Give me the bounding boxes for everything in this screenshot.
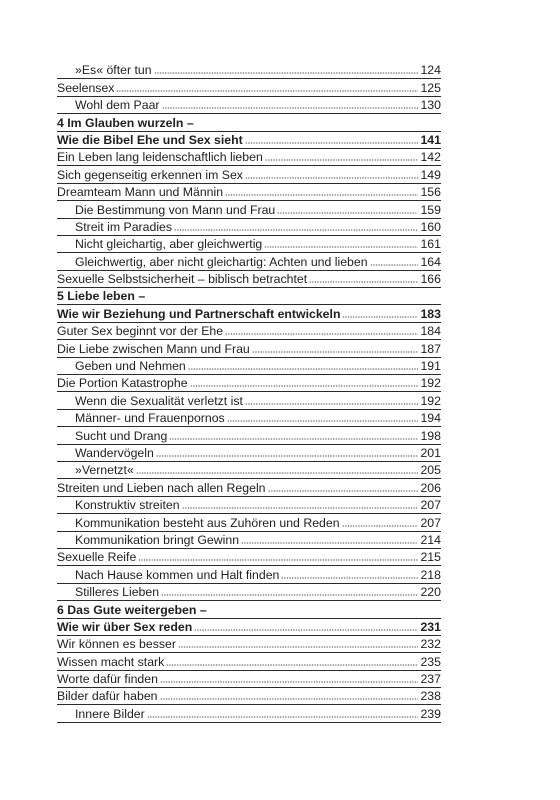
dot-leader xyxy=(166,663,418,667)
toc-entry xyxy=(57,62,441,79)
dot-leader xyxy=(277,211,418,215)
toc-entry-page-number: 183 xyxy=(420,306,441,321)
toc-entry xyxy=(57,236,441,253)
toc-entry-page-number: 201 xyxy=(420,445,441,460)
dot-leader xyxy=(227,419,419,423)
chapter-title-entry xyxy=(57,305,441,322)
dot-leader xyxy=(162,106,419,110)
toc-entry-title: Guter Sex beginnt vor der Ehe xyxy=(57,324,224,339)
toc-entry-title: Sucht und Drang xyxy=(75,428,168,443)
toc-entry-page-number: 237 xyxy=(420,672,441,687)
toc-entry xyxy=(57,375,441,392)
toc-entry-title: Wohl dem Paar xyxy=(75,98,160,113)
toc-entry-page-number: 220 xyxy=(420,585,441,600)
dot-leader xyxy=(161,593,418,597)
dot-leader xyxy=(160,680,419,684)
toc-entry-page-number: 239 xyxy=(420,706,441,721)
toc-entry xyxy=(57,323,441,340)
dot-leader xyxy=(245,141,419,145)
toc-entry-title: Dreamteam Mann und Männin xyxy=(57,185,224,200)
toc-entry xyxy=(57,549,441,566)
toc-entry-page-number: 207 xyxy=(420,498,441,513)
toc-entry xyxy=(57,271,441,288)
dot-leader xyxy=(370,263,419,267)
toc-entry-title: Seelensex xyxy=(57,80,115,95)
toc-entry-page-number: 160 xyxy=(420,219,441,234)
toc-entry-page-number: 142 xyxy=(420,150,441,165)
dot-leader xyxy=(156,454,419,458)
dot-leader xyxy=(174,228,418,232)
toc-entry xyxy=(57,688,441,705)
toc-entry-title: Die Portion Katastrophe xyxy=(57,376,188,391)
toc-entry-page-number: 206 xyxy=(420,480,441,495)
toc-entry-page-number: 124 xyxy=(420,63,441,78)
dot-leader xyxy=(265,158,419,162)
toc-entry xyxy=(57,410,441,427)
toc-entry-title: Wie wir über Sex reden xyxy=(57,619,193,634)
toc-entry-page-number: 232 xyxy=(420,637,441,652)
toc-entry-title: Wissen macht stark xyxy=(57,654,165,669)
dot-leader xyxy=(160,697,419,701)
dot-leader xyxy=(190,384,419,388)
chapter-heading xyxy=(57,601,441,618)
toc-entry-page-number: 156 xyxy=(420,185,441,200)
dot-leader xyxy=(245,402,419,406)
toc-entry-page-number: 207 xyxy=(420,515,441,530)
toc-entry xyxy=(57,671,441,688)
toc-entry xyxy=(57,497,441,514)
dot-leader xyxy=(182,506,419,510)
toc-entry-title: Wie wir Beziehung und Partnerschaft entwickeln xyxy=(57,306,341,321)
toc-entry-page-number: 231 xyxy=(420,619,441,634)
dot-leader xyxy=(147,715,419,719)
dot-leader xyxy=(116,89,418,93)
toc-entry xyxy=(57,584,441,601)
toc-entry-title: Streit im Paradies xyxy=(75,219,173,234)
dot-leader xyxy=(309,280,418,284)
dot-leader xyxy=(138,558,418,562)
toc-entry-page-number: 198 xyxy=(420,428,441,443)
toc-entry-page-number: 191 xyxy=(420,359,441,374)
toc-entry-page-number: 187 xyxy=(420,341,441,356)
toc-entry-title: Wir können es besser xyxy=(57,637,176,652)
toc-entry-title: Wenn die Sexualität verletzt ist xyxy=(75,393,243,408)
dot-leader xyxy=(268,489,419,493)
toc-entry-page-number: 218 xyxy=(420,567,441,582)
toc-entry-title: »Vernetzt« xyxy=(75,463,134,478)
toc-entry-title: Streiten und Lieben nach allen Regeln xyxy=(57,480,266,495)
toc-entry-title: Nach Hause kommen und Halt finden xyxy=(75,567,280,582)
toc-entry-title: 4 Im Glauben wurzeln – xyxy=(57,115,194,130)
toc-entry xyxy=(57,184,441,201)
toc-entry-page-number: 192 xyxy=(420,393,441,408)
toc-entry-title: Kommunikation bringt Gewinn xyxy=(75,532,240,547)
chapter-heading xyxy=(57,288,441,305)
dot-leader xyxy=(264,245,418,249)
toc-entry-title: Sexuelle Reife xyxy=(57,550,137,565)
toc-entry-title: Sexuelle Selbstsicherheit – biblisch betrachtet xyxy=(57,272,308,287)
dot-leader xyxy=(169,437,418,441)
toc-entry-page-number: 164 xyxy=(420,254,441,269)
toc-entry xyxy=(57,532,441,549)
toc-entry xyxy=(57,79,441,96)
toc-entry xyxy=(57,705,441,722)
chapter-heading xyxy=(57,114,441,131)
toc-entry xyxy=(57,392,441,409)
toc-entry-page-number: 149 xyxy=(420,167,441,182)
toc-entry xyxy=(57,166,441,183)
toc-entry-page-number: 214 xyxy=(420,532,441,547)
toc-entry xyxy=(57,445,441,462)
dot-leader xyxy=(245,176,419,180)
toc-entry-title: Sich gegenseitig erkennen im Sex xyxy=(57,167,243,182)
toc-entry xyxy=(57,479,441,496)
toc-entry xyxy=(57,358,441,375)
toc-entry-title: Innere Bilder xyxy=(75,706,145,721)
toc-entry xyxy=(57,253,441,270)
toc-entry-title: Die Bestimmung von Mann und Frau xyxy=(75,202,276,217)
toc-entry xyxy=(57,566,441,583)
dot-leader xyxy=(188,367,419,371)
toc-entry xyxy=(57,201,441,218)
chapter-title-entry xyxy=(57,619,441,636)
toc-entry-title: Gleichwertig, aber nicht gleichartig: Achten und lieben xyxy=(75,254,368,269)
toc-entry-page-number: 215 xyxy=(420,550,441,565)
toc-entry-page-number: 238 xyxy=(420,689,441,704)
toc-entry-page-number: 159 xyxy=(420,202,441,217)
dot-leader xyxy=(194,628,418,632)
toc-entry xyxy=(57,462,441,479)
toc-entry-page-number: 184 xyxy=(420,324,441,339)
dot-leader xyxy=(241,541,418,545)
toc-entry xyxy=(57,97,441,114)
toc-entry xyxy=(57,514,441,531)
toc-entry-title: Geben und Nehmen xyxy=(75,359,186,374)
toc-entry-title: Stilleres Lieben xyxy=(75,585,160,600)
toc-entry-page-number: 235 xyxy=(420,654,441,669)
toc-entry xyxy=(57,653,441,670)
toc-entry xyxy=(57,219,441,236)
toc-entry xyxy=(57,340,441,357)
dot-leader xyxy=(342,524,419,528)
dot-leader xyxy=(154,71,419,75)
toc-entry-title: Wandervögeln xyxy=(75,445,154,460)
toc-entry-title: Wie die Bibel Ehe und Sex sieht xyxy=(57,132,243,147)
toc-entry-page-number: 130 xyxy=(420,98,441,113)
dot-leader xyxy=(252,350,419,354)
toc-entry-page-number: 192 xyxy=(420,376,441,391)
table-of-contents xyxy=(57,62,441,723)
toc-entry-title: »Es« öfter tun xyxy=(75,63,152,78)
toc-entry-title: Bilder dafür haben xyxy=(57,689,158,704)
toc-entry-page-number: 194 xyxy=(420,411,441,426)
chapter-title-entry xyxy=(57,132,441,149)
toc-entry-page-number: 141 xyxy=(420,132,441,147)
dot-leader xyxy=(178,645,419,649)
dot-leader xyxy=(136,471,419,475)
toc-entry-title: Männer- und Frauenpornos xyxy=(75,411,225,426)
toc-entry-page-number: 125 xyxy=(420,80,441,95)
toc-entry-title: 6 Das Gute weitergeben – xyxy=(57,602,207,617)
dot-leader xyxy=(281,576,418,580)
toc-entry-page-number: 166 xyxy=(420,272,441,287)
toc-entry xyxy=(57,427,441,444)
toc-entry-title: Nicht gleichartig, aber gleichwertig xyxy=(75,237,263,252)
toc-entry-title: Konstruktiv streiten xyxy=(75,498,180,513)
toc-entry-title: 5 Liebe leben – xyxy=(57,289,146,304)
dot-leader xyxy=(342,315,418,319)
toc-entry xyxy=(57,636,441,653)
toc-entry xyxy=(57,149,441,166)
toc-entry-page-number: 161 xyxy=(420,237,441,252)
toc-entry-title: Worte dafür finden xyxy=(57,672,158,687)
toc-entry-page-number: 205 xyxy=(420,463,441,478)
toc-entry-title: Ein Leben lang leidenschaftlich lieben xyxy=(57,150,263,165)
toc-entry-title: Die Liebe zwischen Mann und Frau xyxy=(57,341,250,356)
dot-leader xyxy=(225,332,418,336)
dot-leader xyxy=(225,193,418,197)
toc-entry-title: Kommunikation besteht aus Zuhören und Reden xyxy=(75,515,340,530)
